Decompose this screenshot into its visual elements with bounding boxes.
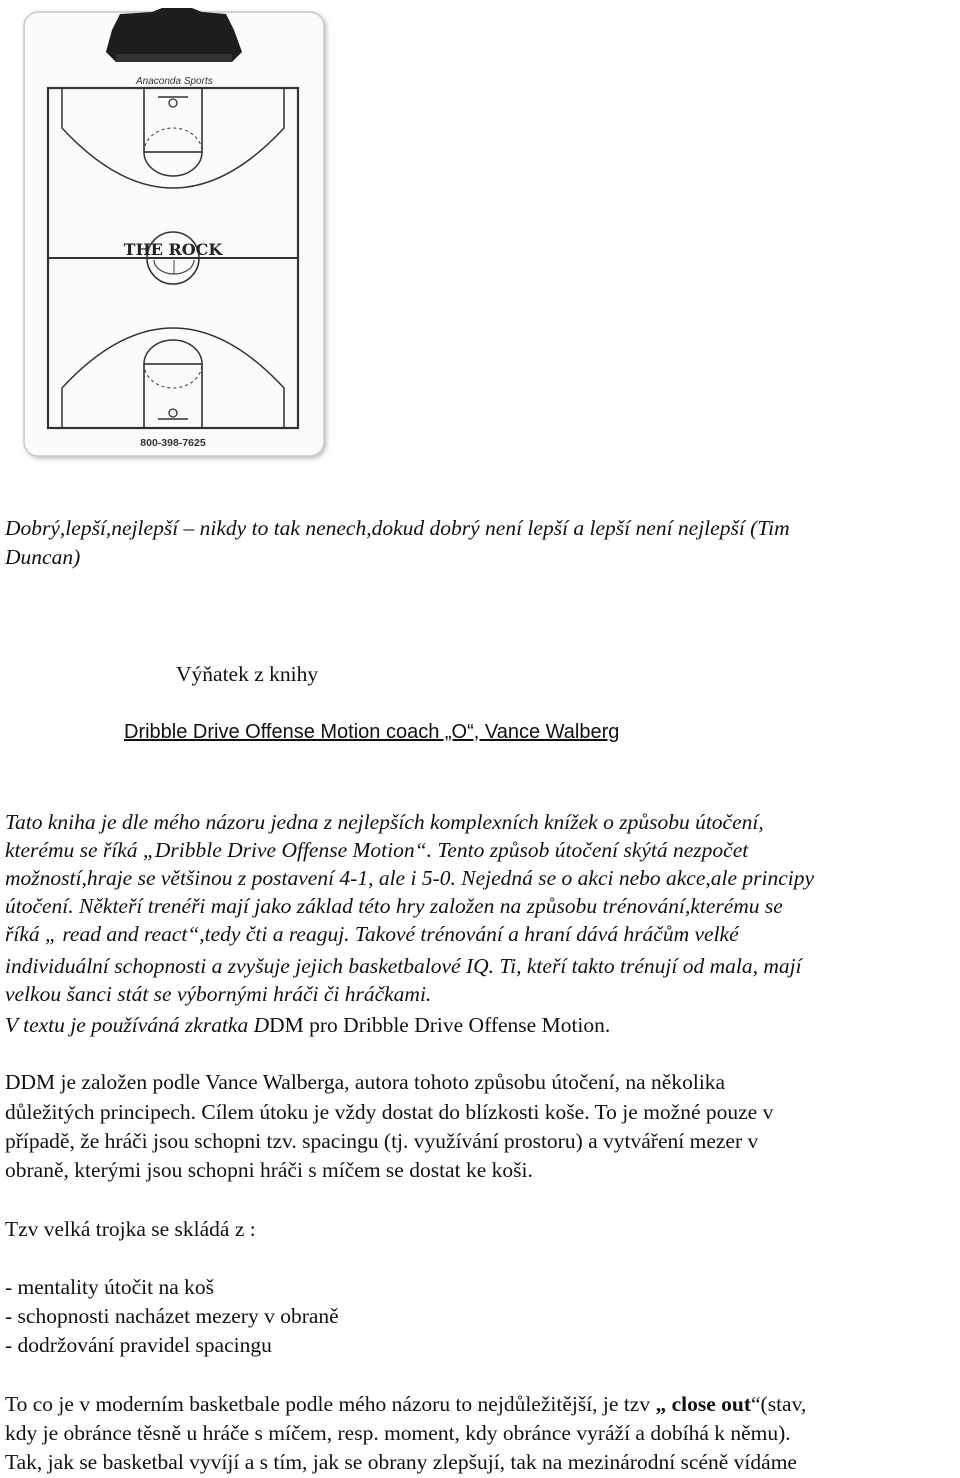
clipboard-image bbox=[20, 8, 332, 466]
trio-intro: Tzv velká trojka se skládá z : bbox=[5, 1217, 256, 1241]
abbr-rest: DM pro Dribble Drive Offense Motion. bbox=[269, 1013, 611, 1037]
p4-line-3: Tak, jak se basketbal vyvíjí a s tím, jak se obrany zlepšují, tak na mezinárodní scéně vídáme bbox=[5, 1450, 797, 1474]
p1-line-6: individuální schopnosti a zvyšuje jejich basketbalové IQ. Ti, kteří takto trénují od mala, mají bbox=[5, 954, 802, 978]
p2-line-3: případě, že hráči jsou schopni tzv. spacingu (tj. využívání prostoru) a vytváření mezer v bbox=[5, 1129, 759, 1153]
center-logo: THE ROCK bbox=[123, 240, 223, 259]
p4-line-1 bbox=[5, 1390, 806, 1419]
abbr-line bbox=[5, 1011, 610, 1040]
p4-start: To co je v moderním basketbale podle mého názoru to nejdůležitější, je tzv bbox=[5, 1392, 656, 1416]
p1-line-1: Tato kniha je dle mého názoru jedna z nejlepších komplexních knížek o způsobu útočení, bbox=[5, 810, 764, 834]
p1-line-7: velkou šanci stát se výbornými hráči či hráčkami. bbox=[5, 982, 432, 1006]
quote-line-1: Dobrý,lepší,nejlepší – nikdy to tak nenech,dokud dobrý není lepší a lepší není nejlepší (Tim bbox=[5, 516, 790, 540]
p1-line-5: říká „ read and react“,tedy čti a reaguj. Takové trénování a hraní dává hráčům velké bbox=[5, 922, 739, 946]
trio-item-3: - dodržování pravidel spacingu bbox=[5, 1333, 272, 1357]
brand-logo: Anaconda Sports bbox=[136, 76, 213, 87]
p1-line-2: kterému se říká „Dribble Drive Offense Motion“. Tento způsob útočení skýtá nezpočet bbox=[5, 838, 749, 862]
p1-line-3: možností,hraje se většinou z postavení 4-1, ale i 5-0. Nejedná se o akci nebo akce,ale principy bbox=[5, 866, 815, 890]
trio-item-1: - mentality útočit na koš bbox=[5, 1275, 214, 1299]
p2-line-2: důležitých principech. Cílem útoku je vždy dostat do blízkosti koše. To je možné pouze v bbox=[5, 1100, 774, 1124]
close-out-term: „ close out bbox=[655, 1392, 752, 1416]
book-title: Dribble Drive Offense Motion coach „O“, Vance Walberg bbox=[124, 721, 620, 743]
p4-end: “(stav, bbox=[751, 1392, 807, 1416]
excerpt-label: Výňatek z knihy bbox=[176, 662, 319, 686]
clip-icon bbox=[106, 8, 242, 62]
p1-line-4: útočení. Někteří trenéři mají jako základ této hry založen na způsobu trénování,kterému se bbox=[5, 894, 783, 918]
p4-line-2: kdy je obránce těsně u hráče s míčem, resp. moment, kdy obránce vyráží a dobíhá k němu). bbox=[5, 1421, 791, 1445]
p2-line-1: DDM je založen podle Vance Walberga, autora tohoto způsobu útočení, na několika bbox=[5, 1070, 726, 1094]
quote-line-2: Duncan) bbox=[5, 545, 81, 569]
abbr-italic: V textu je používáná zkratka D bbox=[5, 1013, 270, 1037]
p2-line-4: obraně, kterými jsou schopni hráči s míčem se dostat ke koši. bbox=[5, 1158, 533, 1182]
trio-item-2: - schopnosti nacházet mezery v obraně bbox=[5, 1304, 339, 1328]
basketball-court-board bbox=[20, 8, 332, 466]
phone-number: 800-398-7625 bbox=[140, 437, 206, 449]
